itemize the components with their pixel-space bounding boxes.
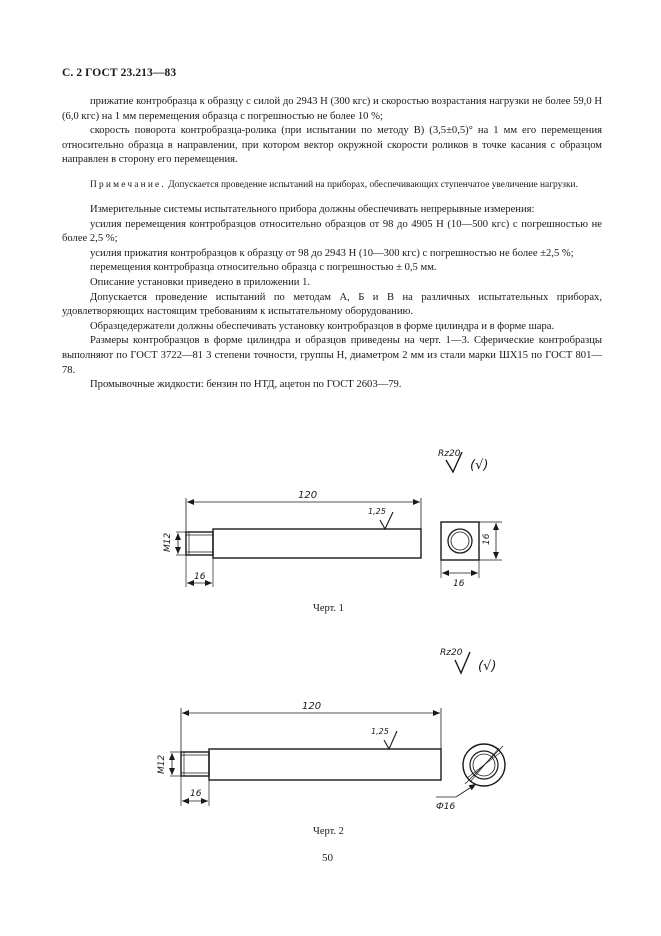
paragraph: Описание установки приведено в приложении 1. <box>90 276 311 288</box>
dim-thread-label: M12 <box>157 754 167 774</box>
thread-section <box>181 752 209 776</box>
dim-thread-len-label: 16 <box>194 572 206 582</box>
roughness-local-label: 1,25 <box>368 507 386 516</box>
rod-body <box>209 749 441 780</box>
roughness-general-symbol <box>440 648 496 674</box>
dim-diameter-label: Ф16 <box>436 802 456 812</box>
dim-thread-label: M12 <box>163 532 173 552</box>
drawing-2 <box>157 648 505 812</box>
paragraph: усилия перемещения контробразцов относительно образцов от 98 до 4905 Н (10—500 кгс) с погрешностью не более 2,5 %; <box>62 218 602 245</box>
roughness-general-symbol <box>438 449 488 473</box>
figure-caption-1: Черт. 1 <box>313 603 344 614</box>
paragraph: перемещения контробразца относительно образца с погрешностью ± 0,5 мм. <box>90 262 437 274</box>
end-view-square <box>441 522 502 589</box>
roughness-paren: (√) <box>470 458 489 473</box>
dim-square-w-label: 16 <box>453 579 465 589</box>
roughness-local-label: 1,25 <box>371 727 389 736</box>
roughness-label: Rz20 <box>440 648 463 658</box>
paragraph: Промывочные жидкости: бензин по НТД, ацетон по ГОСТ 2603—79. <box>90 379 402 391</box>
thread-section <box>186 532 213 555</box>
figure-caption-2: Черт. 2 <box>313 826 344 837</box>
paragraph: прижатие контробразца к образцу с силой до 2943 Н (300 кгс) и скоростью возрастания нагрузки не более 59,0 Н (6,0 кгс) на 1 мм перемещения образца с погрешностью не более 10 %; <box>62 96 602 122</box>
dim-length-label: 120 <box>298 490 318 501</box>
dim-thread-len-label: 16 <box>190 789 202 799</box>
paragraph: Размеры контробразцов в форме цилиндра и образцов приведены на черт. 1—3. Сферические контробразцы выполняют по ГОСТ 3722—81 3 степени точности, группы Н, диаметром 2 мм из стали марки ШХ15 по ГОСТ 801—78. <box>62 335 602 376</box>
note-label: Примечание. <box>90 179 166 190</box>
page-number: 50 <box>322 852 333 864</box>
paragraph: скорость поворота контробразца-ролика (при испытании по методу В) (3,5±0,5)° на 1 мм его перемещения относительно образца в направлении, при котором вектор окружной скорости роликов в точке касания с образцом направлен в сторону его перемещения. <box>62 125 602 166</box>
roughness-label: Rz20 <box>438 449 461 459</box>
paragraph: Образцедержатели должны обеспечивать установку контробразцов в форме цилиндра и в форме шара. <box>90 320 555 332</box>
note-text: Допускается проведение испытаний на приборах, обеспечивающих ступенчатое увеличение нагрузки. <box>165 179 578 190</box>
drawing-1 <box>163 449 502 589</box>
dim-square-h-label: 16 <box>482 533 492 545</box>
paragraph: Допускается проведение испытаний по методам А, Б и В на различных испытательных приборах, удовлетворяющих настоящим требованиям к испытательному оборудованию. <box>62 291 602 318</box>
dim-length-label: 120 <box>302 701 322 712</box>
roughness-paren: (√) <box>478 659 497 674</box>
end-view-round <box>436 744 505 812</box>
rod-body <box>213 529 421 558</box>
paragraph: Измерительные системы испытательного прибора должны обеспечивать непрерывные измерения: <box>90 203 535 215</box>
page-header: С. 2 ГОСТ 23.213—83 <box>62 67 177 79</box>
paragraph: усилия прижатия контробразцов к образцу от 98 до 2943 Н (10—300 кгс) с погрешностью не более ±2,5 %; <box>90 247 574 259</box>
